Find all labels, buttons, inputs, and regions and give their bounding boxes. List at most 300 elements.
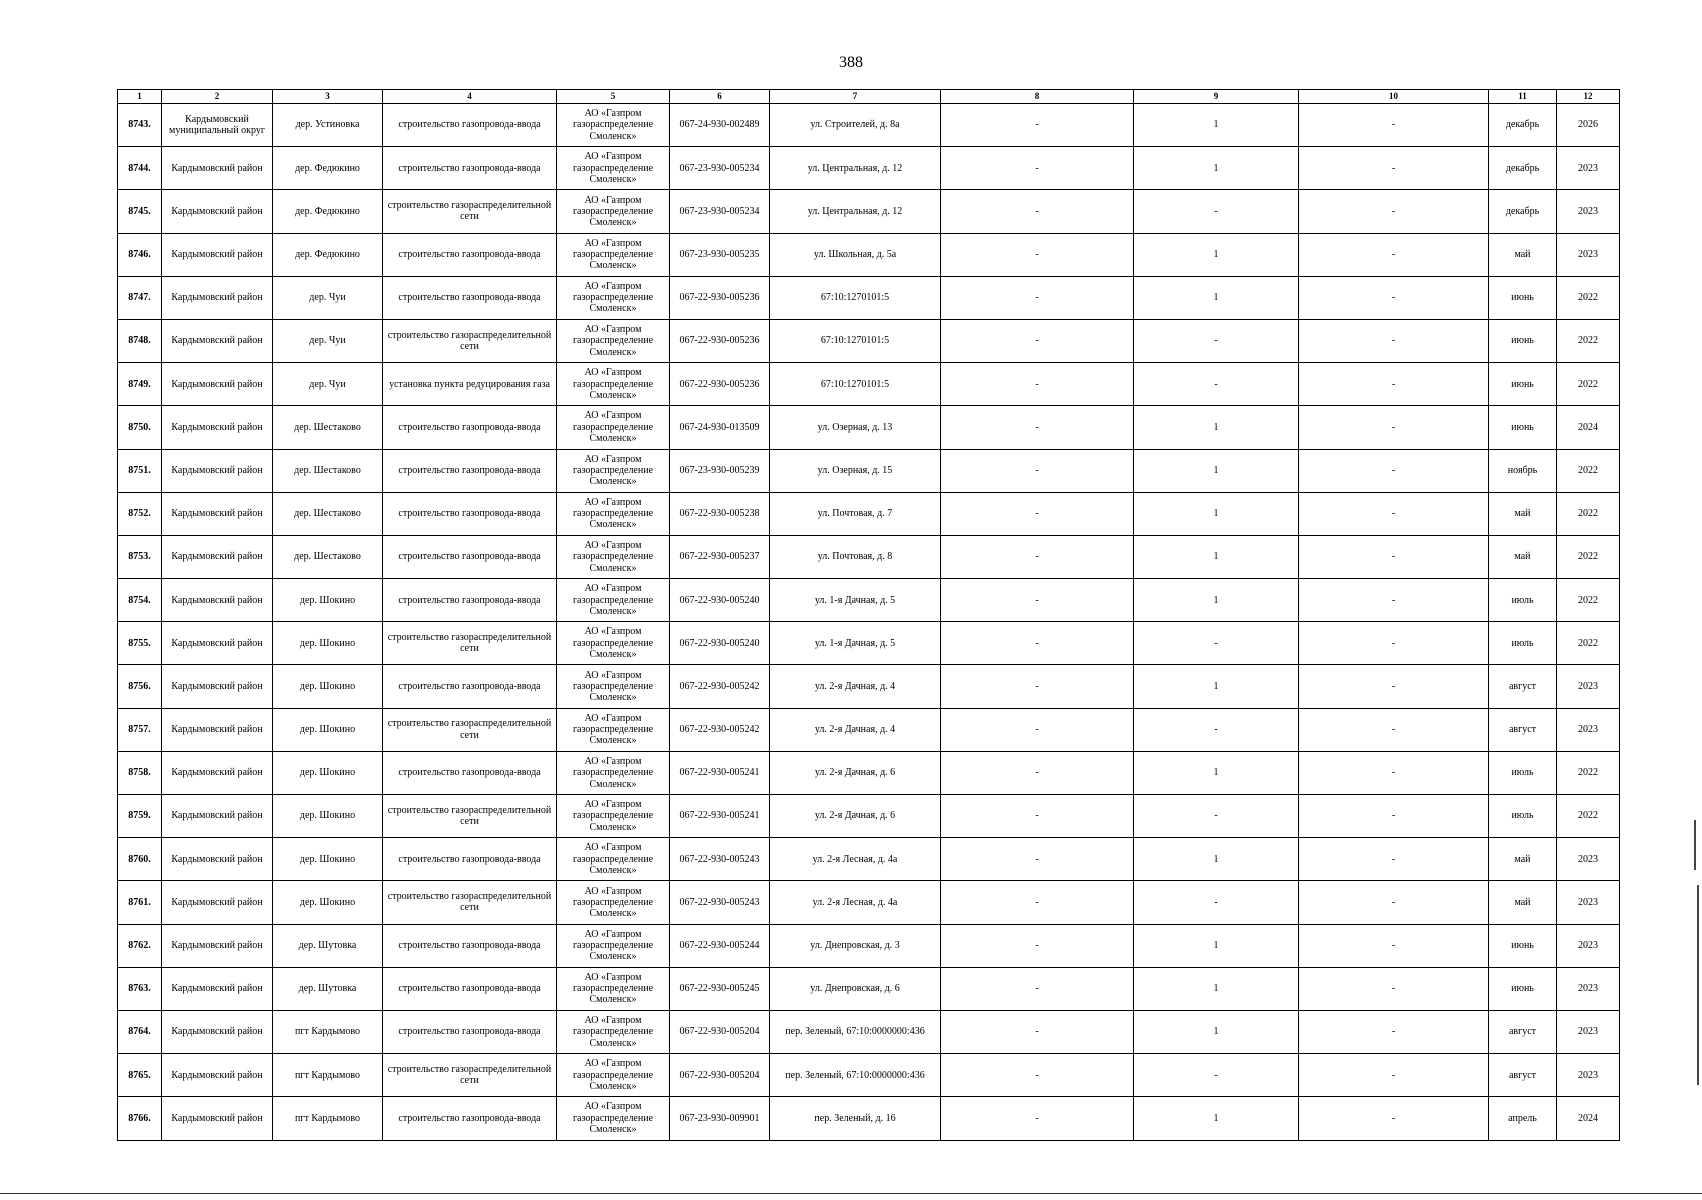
cell-n: 8756. [118,665,162,708]
table-row [118,1010,1620,1053]
cell-c8: - [941,1054,1134,1097]
org-line: АО «Газпром [584,583,642,595]
cell-c9: 1 [1134,104,1299,147]
cell-settlement: дер. Федюкино [273,233,383,276]
cell-c10: - [1299,1054,1489,1097]
cell-c9: 1 [1134,924,1299,967]
cell-year: 2024 [1557,406,1620,449]
cell-c10: - [1299,363,1489,406]
column-number-row [118,90,1620,104]
cell-org [557,838,670,881]
org-line: газораспределение [572,162,654,174]
cell-work: строительство газопровода-ввода [383,492,557,535]
cell-work: строительство газораспределительной сети [383,319,557,362]
org-line: АО «Газпром [584,324,642,336]
cell-c8: - [941,492,1134,535]
cell-c9: 1 [1134,276,1299,319]
cell-c9: 1 [1134,147,1299,190]
cell-c10: - [1299,190,1489,233]
cell-c8: - [941,838,1134,881]
org-line: АО «Газпром [584,712,642,724]
cell-n: 8757. [118,708,162,751]
org-line: Смоленск» [589,562,637,574]
org-line: АО «Газпром [584,626,642,638]
cell-mun: Кардымовский район [162,795,273,838]
cell-work: строительство газораспределительной сети [383,190,557,233]
page-bottom-rule [0,1193,1702,1194]
cell-work: строительство газораспределительной сети [383,622,557,665]
cell-month: май [1489,233,1557,276]
cell-month: июнь [1489,363,1557,406]
org-line: Смоленск» [589,908,637,920]
cell-year: 2026 [1557,104,1620,147]
cell-settlement: дер. Федюкино [273,190,383,233]
cell-mun: Кардымовский район [162,233,273,276]
column-header: 8 [941,90,1134,104]
cell-mun: Кардымовский район [162,924,273,967]
table-row [118,449,1620,492]
cell-c8: - [941,406,1134,449]
cell-addr: ул. Центральная, д. 12 [770,147,941,190]
cell-month: июнь [1489,406,1557,449]
cell-c10: - [1299,1010,1489,1053]
cell-c9: 1 [1134,492,1299,535]
table-body [118,104,1620,1141]
cell-addr: ул. 2-я Дачная, д. 4 [770,708,941,751]
cell-year: 2024 [1557,1097,1620,1140]
cell-month: июль [1489,751,1557,794]
cell-n: 8755. [118,622,162,665]
cell-settlement: дер. Шокино [273,622,383,665]
cell-n: 8743. [118,104,162,147]
cell-c9: 1 [1134,665,1299,708]
cell-code: 067-23-930-005239 [670,449,770,492]
cell-c8: - [941,535,1134,578]
org-line: АО «Газпром [584,496,642,508]
cell-n: 8760. [118,838,162,881]
cell-year: 2023 [1557,233,1620,276]
cell-code: 067-24-930-013509 [670,406,770,449]
org-line: газораспределение [572,1026,654,1038]
cell-addr: ул. 1-я Дачная, д. 5 [770,579,941,622]
cell-c8: - [941,795,1134,838]
cell-year: 2023 [1557,1054,1620,1097]
cell-code: 067-22-930-005241 [670,751,770,794]
cell-mun: Кардымовский район [162,147,273,190]
table-row [118,622,1620,665]
cell-settlement: дер. Шестаково [273,449,383,492]
cell-addr: 67:10:1270101:5 [770,319,941,362]
cell-code: 067-24-930-002489 [670,104,770,147]
cell-org [557,924,670,967]
cell-c8: - [941,233,1134,276]
cell-c8: - [941,1010,1134,1053]
cell-n: 8765. [118,1054,162,1097]
cell-c9: - [1134,319,1299,362]
cell-c10: - [1299,319,1489,362]
cell-c10: - [1299,622,1489,665]
cell-c8: - [941,881,1134,924]
cell-month: июнь [1489,276,1557,319]
cell-work: строительство газопровода-ввода [383,535,557,578]
cell-c8: - [941,147,1134,190]
cell-year: 2022 [1557,363,1620,406]
cell-addr: ул. 2-я Дачная, д. 6 [770,795,941,838]
column-header: 1 [118,90,162,104]
cell-month: август [1489,1054,1557,1097]
cell-settlement: дер. Шестаково [273,492,383,535]
cell-month: май [1489,838,1557,881]
table-row [118,795,1620,838]
column-header: 9 [1134,90,1299,104]
cell-settlement: пгт Кардымово [273,1054,383,1097]
cell-mun: Кардымовский район [162,190,273,233]
cell-addr: ул. 2-я Лесная, д. 4а [770,838,941,881]
cell-c9: 1 [1134,1097,1299,1140]
cell-addr: ул. Почтовая, д. 7 [770,492,941,535]
cell-c10: - [1299,881,1489,924]
table-row [118,406,1620,449]
table-row [118,708,1620,751]
cell-year: 2022 [1557,622,1620,665]
cell-year: 2022 [1557,276,1620,319]
cell-mun: Кардымовский район [162,665,273,708]
cell-org [557,104,670,147]
cell-c8: - [941,967,1134,1010]
cell-mun: Кардымовский район [162,1010,273,1053]
org-line: АО «Газпром [584,280,642,292]
org-line: газораспределение [572,853,654,865]
org-line: Смоленск» [589,519,637,531]
cell-code: 067-23-930-009901 [670,1097,770,1140]
org-line: газораспределение [572,637,654,649]
cell-code: 067-22-930-005237 [670,535,770,578]
cell-mun: Кардымовский район [162,579,273,622]
table-row [118,276,1620,319]
org-line: АО «Газпром [584,540,642,552]
cell-code: 067-23-930-005234 [670,190,770,233]
cell-settlement: дер. Шутовка [273,924,383,967]
cell-code: 067-23-930-005234 [670,147,770,190]
cell-year: 2023 [1557,838,1620,881]
cell-org [557,967,670,1010]
cell-n: 8744. [118,147,162,190]
cell-c8: - [941,190,1134,233]
cell-c9: 1 [1134,535,1299,578]
cell-c8: - [941,665,1134,708]
cell-month: июнь [1489,924,1557,967]
cell-c9: 1 [1134,838,1299,881]
column-header: 2 [162,90,273,104]
cell-c8: - [941,751,1134,794]
cell-month: июль [1489,622,1557,665]
cell-n: 8746. [118,233,162,276]
cell-year: 2023 [1557,147,1620,190]
cell-org [557,233,670,276]
cell-org [557,147,670,190]
cell-work: строительство газопровода-ввода [383,1010,557,1053]
cell-org [557,622,670,665]
cell-addr: пер. Зеленый, 67:10:0000000:436 [770,1010,941,1053]
org-line: газораспределение [572,249,654,260]
cell-org [557,406,670,449]
table-row [118,147,1620,190]
table-row [118,751,1620,794]
cell-work: строительство газопровода-ввода [383,449,557,492]
cell-settlement: дер. Федюкино [273,147,383,190]
cell-n: 8752. [118,492,162,535]
cell-c9: 1 [1134,751,1299,794]
org-line: Смоленск» [589,605,637,617]
org-line: газораспределение [572,940,654,951]
cell-addr: ул. Озерная, д. 13 [770,406,941,449]
org-line: АО «Газпром [584,194,642,206]
cell-org [557,1097,670,1140]
org-line: АО «Газпром [584,842,642,854]
cell-n: 8762. [118,924,162,967]
org-line: газораспределение [572,205,654,217]
org-line: газораспределение [572,551,654,563]
org-line: газораспределение [572,292,654,304]
cell-code: 067-22-930-005245 [670,967,770,1010]
cell-code: 067-22-930-005241 [670,795,770,838]
cell-code: 067-22-930-005240 [670,579,770,622]
org-line: Смоленск» [589,433,637,445]
org-line: Смоленск» [589,217,637,229]
cell-addr: ул. 1-я Дачная, д. 5 [770,622,941,665]
cell-c9: - [1134,708,1299,751]
cell-c9: - [1134,795,1299,838]
cell-c9: - [1134,881,1299,924]
cell-c9: - [1134,622,1299,665]
table-row [118,881,1620,924]
cell-work: установка пункта редуцирования газа [383,363,557,406]
cell-org [557,492,670,535]
cell-month: июль [1489,795,1557,838]
cell-addr: 67:10:1270101:5 [770,363,941,406]
cell-work: строительство газопровода-ввода [383,665,557,708]
cell-addr: ул. Школьная, д. 5а [770,233,941,276]
cell-mun: Кардымовский район [162,967,273,1010]
cell-c10: - [1299,104,1489,147]
org-line: АО «Газпром [584,1015,642,1027]
cell-addr: 67:10:1270101:5 [770,276,941,319]
cell-org [557,449,670,492]
cell-year: 2022 [1557,449,1620,492]
cell-c9: 1 [1134,233,1299,276]
org-line: газораспределение [572,421,654,433]
cell-work: строительство газораспределительной сети [383,881,557,924]
cell-c8: - [941,104,1134,147]
page-number: 388 [839,54,863,71]
scan-margin-mark [1694,820,1696,870]
cell-mun: Кардымовский район [162,1097,273,1140]
org-line: газораспределение [572,335,654,347]
cell-year: 2022 [1557,579,1620,622]
column-header: 3 [273,90,383,104]
org-line: Смоленск» [589,389,637,401]
cell-c10: - [1299,233,1489,276]
cell-c8: - [941,1097,1134,1140]
cell-settlement: дер. Шокино [273,881,383,924]
cell-code: 067-22-930-005238 [670,492,770,535]
cell-work: строительство газопровода-ввода [383,579,557,622]
cell-c8: - [941,622,1134,665]
cell-org [557,881,670,924]
cell-month: май [1489,535,1557,578]
org-line: АО «Газпром [584,237,642,249]
cell-year: 2022 [1557,535,1620,578]
org-line: газораспределение [572,680,654,692]
cell-mun: Кардымовский район [162,622,273,665]
cell-c9: 1 [1134,449,1299,492]
cell-n: 8745. [118,190,162,233]
org-line: газораспределение [572,983,654,995]
column-header: 11 [1489,90,1557,104]
cell-work: строительство газораспределительной сети [383,1054,557,1097]
table-row [118,967,1620,1010]
cell-mun: Кардымовский район [162,1054,273,1097]
cell-settlement: дер. Шокино [273,795,383,838]
table-row [118,924,1620,967]
cell-work: строительство газопровода-ввода [383,406,557,449]
cell-settlement: пгт Кардымово [273,1010,383,1053]
column-header: 6 [670,90,770,104]
cell-c10: - [1299,751,1489,794]
org-line: газораспределение [572,1112,654,1124]
cell-month: май [1489,881,1557,924]
cell-year: 2023 [1557,967,1620,1010]
cell-month: июнь [1489,967,1557,1010]
cell-work: строительство газопровода-ввода [383,147,557,190]
cell-org [557,535,670,578]
cell-n: 8759. [118,795,162,838]
org-line: газораспределение [572,896,654,908]
cell-mun: Кардымовский район [162,319,273,362]
cell-n: 8747. [118,276,162,319]
cell-code: 067-22-930-005242 [670,665,770,708]
cell-n: 8754. [118,579,162,622]
cell-org [557,665,670,708]
cell-work: строительство газопровода-ввода [383,838,557,881]
cell-year: 2022 [1557,751,1620,794]
cell-c10: - [1299,838,1489,881]
table-row [118,363,1620,406]
table-row [118,233,1620,276]
cell-mun: Кардымовский район [162,276,273,319]
cell-settlement: дер. Шокино [273,708,383,751]
cell-code: 067-22-930-005242 [670,708,770,751]
org-line: газораспределение [572,464,654,476]
org-line: Смоленск» [589,130,637,142]
cell-org [557,1054,670,1097]
cell-org [557,1010,670,1053]
cell-work: строительство газопровода-ввода [383,924,557,967]
org-line: Смоленск» [589,173,637,185]
cell-n: 8751. [118,449,162,492]
table-row [118,838,1620,881]
org-line: Смоленск» [589,1124,637,1136]
org-line: Смоленск» [589,260,637,272]
org-line: газораспределение [572,508,654,520]
cell-c10: - [1299,967,1489,1010]
cell-org [557,795,670,838]
org-line: газораспределение [572,1069,654,1081]
cell-c10: - [1299,276,1489,319]
org-line: газораспределение [572,378,654,390]
cell-year: 2022 [1557,492,1620,535]
cell-n: 8753. [118,535,162,578]
cell-year: 2022 [1557,319,1620,362]
org-line: АО «Газпром [584,669,642,681]
table-row [118,1097,1620,1140]
column-header: 5 [557,90,670,104]
cell-c10: - [1299,535,1489,578]
cell-mun: Кардымовский район [162,492,273,535]
cell-work: строительство газопровода-ввода [383,233,557,276]
cell-month: июнь [1489,319,1557,362]
cell-c8: - [941,363,1134,406]
cell-month: декабрь [1489,190,1557,233]
cell-c9: 1 [1134,579,1299,622]
org-line: АО «Газпром [584,453,642,465]
cell-c10: - [1299,665,1489,708]
cell-year: 2023 [1557,924,1620,967]
cell-mun: Кардымовский район [162,363,273,406]
column-header: 12 [1557,90,1620,104]
cell-c9: 1 [1134,1010,1299,1053]
cell-code: 067-22-930-005236 [670,276,770,319]
org-line: Смоленск» [589,821,637,833]
org-line: Смоленск» [589,951,637,963]
org-line: Смоленск» [589,994,637,1006]
column-header: 7 [770,90,941,104]
cell-settlement: пгт Кардымово [273,1097,383,1140]
cell-org [557,708,670,751]
cell-c10: - [1299,579,1489,622]
cell-settlement: дер. Чуи [273,319,383,362]
cell-n: 8748. [118,319,162,362]
cell-org [557,190,670,233]
cell-work: строительство газопровода-ввода [383,276,557,319]
cell-c9: 1 [1134,406,1299,449]
cell-settlement: дер. Шутовка [273,967,383,1010]
cell-month: май [1489,492,1557,535]
cell-code: 067-22-930-005244 [670,924,770,967]
cell-addr: ул. Днепровская, д. 3 [770,924,941,967]
cell-addr: ул. 2-я Лесная, д. 4а [770,881,941,924]
cell-settlement: дер. Чуи [273,363,383,406]
table-row [118,665,1620,708]
cell-mun: Кардымовский район [162,838,273,881]
org-line: АО «Газпром [584,108,642,120]
cell-n: 8749. [118,363,162,406]
cell-code: 067-22-930-005243 [670,881,770,924]
table-row [118,319,1620,362]
cell-settlement: дер. Шестаково [273,535,383,578]
org-line: АО «Газпром [584,1058,642,1070]
cell-c9: - [1134,1054,1299,1097]
cell-mun: Кардымовский район [162,751,273,794]
cell-mun: Кардымовский район [162,406,273,449]
cell-c10: - [1299,924,1489,967]
cell-work: строительство газопровода-ввода [383,967,557,1010]
org-line: газораспределение [572,594,654,606]
cell-c8: - [941,276,1134,319]
cell-mun: Кардымовский район [162,708,273,751]
cell-n: 8766. [118,1097,162,1140]
cell-addr: пер. Зеленый, 67:10:0000000:436 [770,1054,941,1097]
